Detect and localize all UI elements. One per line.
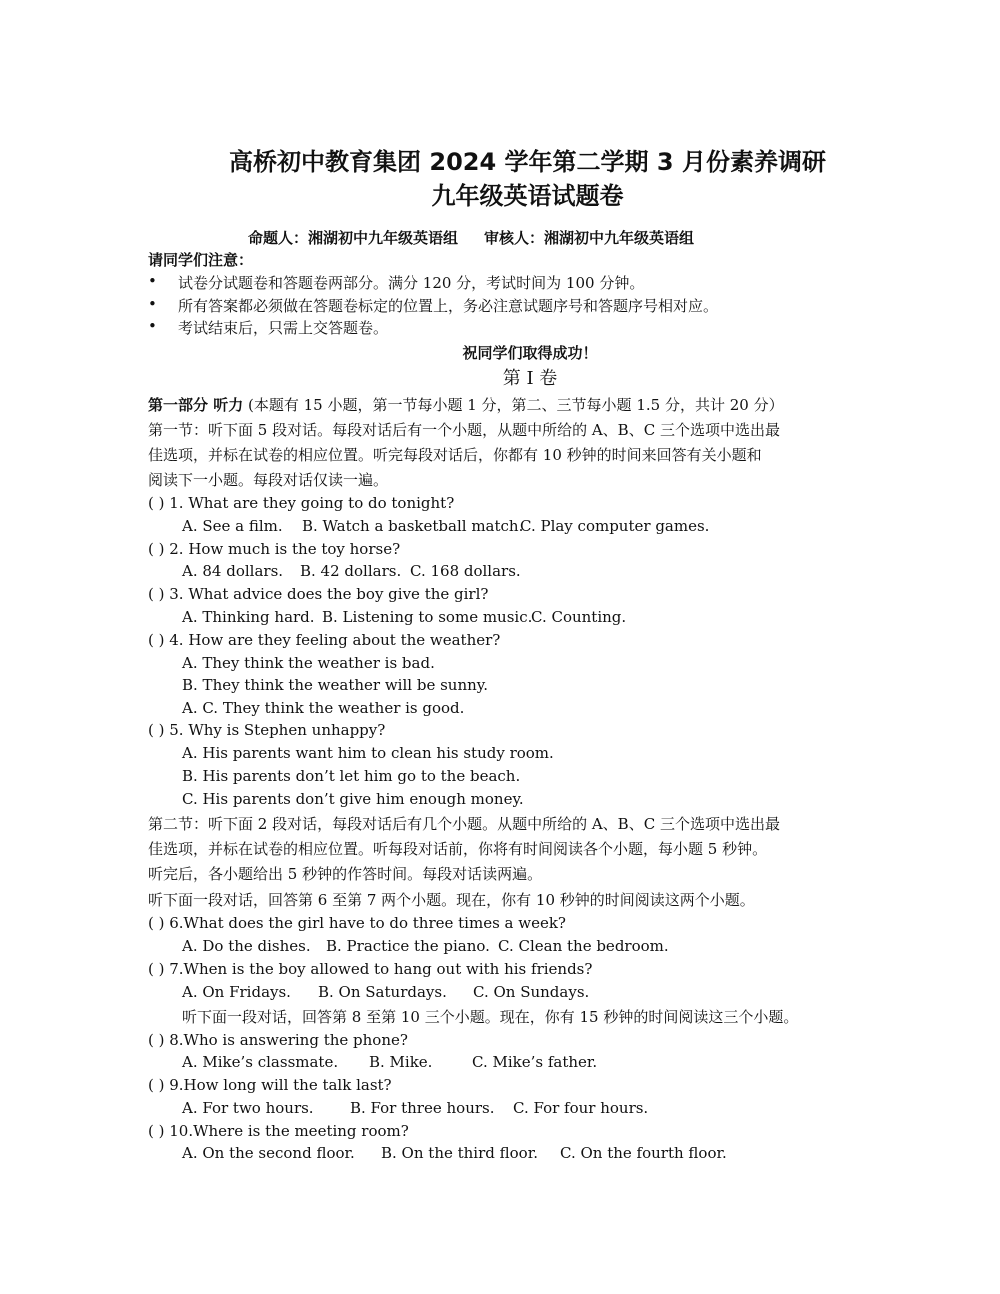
section2-instruction: 听下面一段对话，回答第 6 至第 7 两个小题。现在，你有 10 秒钟的时间阅读这两个小题。 [148, 891, 755, 909]
option-a: A. His parents want him to clean his study room. [182, 744, 554, 762]
option-a: A. They think the weather is bad. [182, 654, 435, 672]
option-a: A. On the second floor. [182, 1144, 355, 1162]
option-b: B. They think the weather will be sunny. [182, 676, 489, 694]
option-row [182, 608, 626, 626]
option-c: C. Play computer games. [520, 517, 710, 535]
bullet-icon: • [148, 272, 157, 290]
exam-title: 高桥初中教育集团 2024 学年第二学期 3 月份素养调研 [229, 148, 826, 176]
option-a: A. 84 dollars. [182, 562, 284, 580]
question-stem: ( ) 6.What does the girl have to do three times a week? [148, 914, 566, 932]
section1-instruction: 佳选项，并标在试卷的相应位置。听完每段对话后，你都有 10 秒钟的时间来回答有关小题和 [148, 446, 762, 464]
part1-title: 第一部分 听力 [148, 396, 244, 414]
wish-text: 祝同学们取得成功！ [462, 344, 598, 362]
option-c: C. 168 dollars. [410, 562, 521, 580]
option-a: A. Thinking hard. [182, 608, 315, 626]
question-stem: ( ) 8.Who is answering the phone? [148, 1031, 408, 1049]
option-row [182, 937, 669, 955]
section1-instruction: 阅读下一小题。每段对话仅读一遍。 [148, 471, 389, 489]
option-c: A. C. They think the weather is good. [182, 699, 465, 717]
question-stem: ( ) 9.How long will the talk last? [148, 1076, 392, 1094]
question-stem: ( ) 7.When is the boy allowed to hang out with his friends? [148, 960, 593, 978]
option-a: A. On Fridays. [182, 983, 291, 1001]
option-c: C. For four hours. [513, 1099, 649, 1117]
notice-item: 试卷分试题卷和答题卷两部分。满分 120 分，考试时间为 100 分钟。 [178, 274, 645, 292]
question-stem: ( ) 3. What advice does the boy give the girl? [148, 585, 489, 603]
option-a: A. For two hours. [182, 1099, 314, 1117]
option-b: B. On the third floor. [381, 1144, 539, 1162]
question-stem: ( ) 10.Where is the meeting room? [148, 1122, 409, 1140]
option-b: B. Watch a basketball match. [302, 517, 524, 535]
part1-desc: (本题有 15 小题，第一节每小题 1 分，第二、三节每小题 1.5 分，共计 20 分） [243, 396, 784, 414]
option-row [182, 1053, 597, 1071]
option-b: B. Listening to some music. [322, 608, 533, 626]
option-row [182, 562, 521, 580]
option-b: B. Mike. [369, 1053, 433, 1071]
option-b: B. On Saturdays. [318, 983, 447, 1001]
bullet-icon: • [148, 295, 157, 313]
notice-item: 考试结束后，只需上交答题卷。 [178, 319, 389, 337]
question-stem: ( ) 2. How much is the toy horse? [148, 540, 401, 558]
option-b: B. For three hours. [350, 1099, 495, 1117]
option-row [182, 1099, 648, 1117]
section2-instruction: 佳选项，并标在试卷的相应位置。听每段对话前，你将有时间阅读各个小题，每小题 5 秒钟。 [148, 840, 768, 858]
option-a: A. See a film. [182, 517, 283, 535]
option-b: B. 42 dollars. [300, 562, 402, 580]
option-c: C. His parents don’t give him enough money. [182, 790, 524, 808]
section2-instruction: 听完后，各小题给出 5 秒钟的作答时间。每段对话读两遍。 [148, 865, 543, 883]
option-a: A. Do the dishes. [182, 937, 311, 955]
reviewer-label: 审核人：湘湖初中九年级英语组 [484, 229, 695, 247]
question-stem: ( ) 1. What are they going to do tonight? [148, 494, 455, 512]
option-c: C. Clean the bedroom. [498, 937, 669, 955]
setter-label: 命题人：湘湖初中九年级英语组 [248, 229, 459, 247]
option-c: C. On the fourth floor. [560, 1144, 727, 1162]
notice-item: 所有答案都必须做在答题卷标定的位置上，务必注意试题序号和答题序号相对应。 [178, 297, 719, 315]
option-a: A. Mike’s classmate. [182, 1053, 339, 1071]
question-stem: ( ) 4. How are they feeling about the weather? [148, 631, 501, 649]
section-instruction: 听下面一段对话，回答第 8 至第 10 三个小题。现在，你有 15 秒钟的时间阅读这三个小题。 [182, 1008, 799, 1026]
notice-heading: 请同学们注意： [148, 251, 254, 269]
option-c: C. Counting. [531, 608, 627, 626]
option-c: C. Mike’s father. [472, 1053, 598, 1071]
option-b: B. Practice the piano. [326, 937, 490, 955]
volume-heading: 第 I 卷 [502, 368, 558, 389]
section2-instruction: 第二节：听下面 2 段对话，每段对话后有几个小题。从题中所给的 A、B、C 三个选项中选出最 [148, 815, 780, 833]
option-c: C. On Sundays. [473, 983, 590, 1001]
bullet-icon: • [148, 317, 157, 335]
question-stem: ( ) 5. Why is Stephen unhappy? [148, 721, 386, 739]
part1-heading [148, 394, 784, 415]
option-row [182, 983, 589, 1001]
section1-instruction: 第一节：听下面 5 段对话。每段对话后有一个小题，从题中所给的 A、B、C 三个选项中选出最 [148, 421, 780, 439]
option-row [182, 517, 709, 535]
author-line [248, 227, 694, 248]
option-row [182, 1144, 727, 1162]
option-b: B. His parents don’t let him go to the beach. [182, 767, 521, 785]
exam-subtitle: 九年级英语试题卷 [431, 182, 624, 210]
